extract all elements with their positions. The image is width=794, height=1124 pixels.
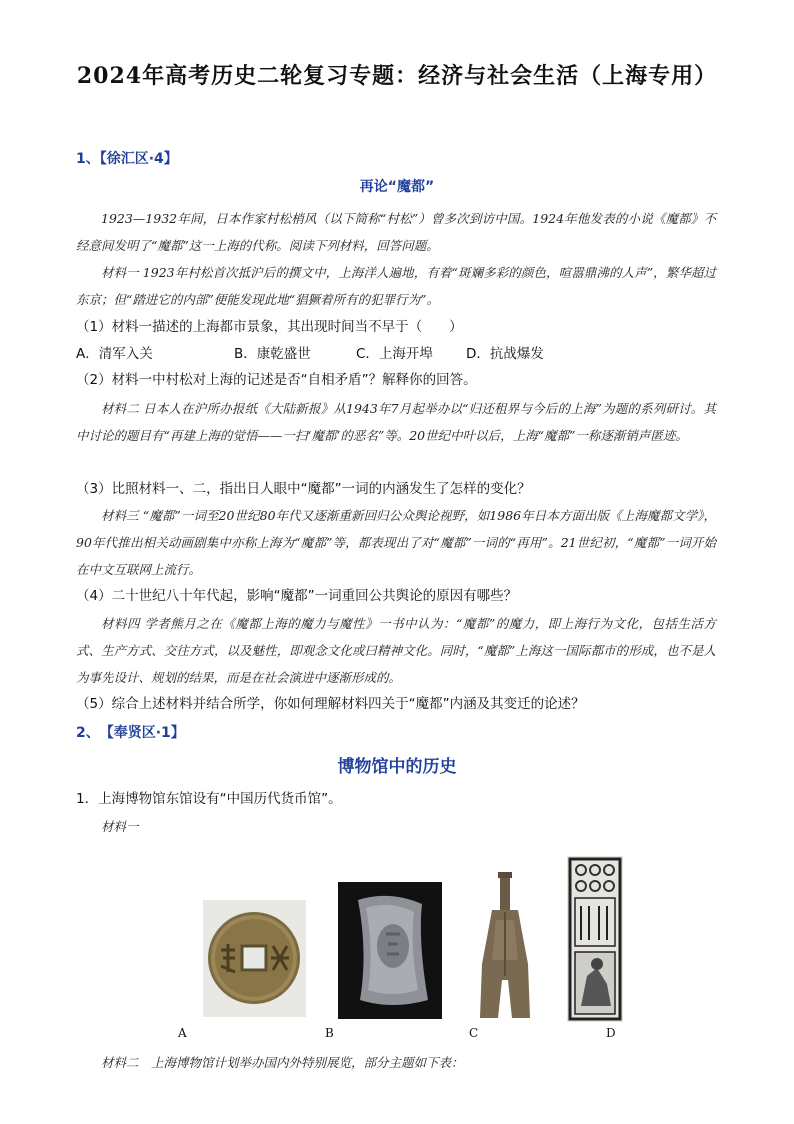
section-2-subtitle: 博物馆中的历史	[337, 757, 457, 777]
question-1: （1）材料一描述的上海都市景象，其出现时间当不早于（ ）	[76, 319, 463, 335]
image-label-b: B	[325, 1026, 334, 1040]
option-c: C．上海开埠	[356, 346, 433, 362]
question-5: （5）综合上述材料并结合所学，你如何理解材料四关于“魔都”内涵及其变迁的论述？	[76, 696, 585, 712]
option-d: D．抗战爆发	[466, 346, 544, 362]
material-3-paragraph: 材料三 “魔都”一词至20世纪80年代又逐渐重新回归公众舆论视野，如1986年日本方面出版《上海魔都文学》，90年代推出相关动画剧集中亦称上海为“魔都”等，都表现出了对“魔都”一词的“再用”。21世纪初，“魔都”一词开始在中文互联网上流行。	[76, 508, 716, 577]
silver-ingot-image	[338, 882, 442, 1019]
intro-paragraph: 1923—1932年间，日本作家村松梢风（以下简称“村松”）曾多次到访中国。1924年他发表的小说《魔都》不经意间发明了“魔都”这一上海的代称。阅读下列材料，回答问题。	[76, 211, 716, 253]
section-1-subtitle: 再论“魔都”	[359, 179, 435, 195]
image-label-a: A	[178, 1026, 187, 1040]
bronze-coin-image	[203, 900, 306, 1017]
material-1-label: 材料一	[101, 819, 139, 834]
paper-banknote-image	[567, 856, 623, 1022]
question-4: （4）二十世纪八十年代起，影响“魔都”一词重回公共舆论的原因有哪些？	[76, 588, 518, 604]
document-title: 2024年高考历史二轮复习专题：经济与社会生活（上海专用）	[76, 63, 718, 89]
section-1-heading: 1、【徐汇区·4】	[76, 151, 178, 167]
spade-money-image	[470, 872, 540, 1020]
material-2-intro: 材料二 上海博物馆计划举办国内外特别展览，部分主题如下表：	[101, 1055, 464, 1070]
section-2-heading: 2、 【奉贤区·1】	[76, 725, 185, 741]
image-label-d: D	[606, 1026, 616, 1040]
question-2: （2）材料一中村松对上海的记述是否“自相矛盾”？解释你的回答。	[76, 372, 477, 388]
option-a: A．清军入关	[76, 346, 153, 362]
question-3: （3）比照材料一、二，指出日人眼中“魔都”一词的内涵发生了怎样的变化？	[76, 481, 531, 497]
material-2-paragraph: 材料二 日本人在沪所办报纸《大陆新报》从1943年7月起举办以“归还租界与今后的上海”为题的系列研讨。其中讨论的题目有“再建上海的觉悟——一扫‘魔都’的恶名”等。20世纪中叶以后，上海“魔都”一称逐渐销声匿迹。	[76, 401, 716, 443]
material-1-paragraph: 材料一 1923年村松首次抵沪后的撰文中，上海洋人遍地，有着“斑斓多彩的颜色，喧嚣鼎沸的人声”，繁华超过东京；但“踏进它的内部”便能发现此地“猖獗着所有的犯罪行为”。	[76, 265, 716, 307]
option-b: B．康乾盛世	[234, 346, 311, 362]
material-4-paragraph: 材料四 学者熊月之在《魔都上海的魔力与魔性》一书中认为：“魔都”的魔力，即上海行为文化，包括生活方式、生产方式、交往方式，以及魅性，即观念文化或曰精神文化。同时，“魔都”上海这一国际都市的形成，也不是人为事先设计、规划的结果，而是在社会演进中逐渐形成的。	[76, 616, 716, 685]
image-label-c: C	[469, 1026, 479, 1040]
section-2-question-1: 1．上海博物馆东馆设有“中国历代货币馆”。	[76, 791, 342, 807]
